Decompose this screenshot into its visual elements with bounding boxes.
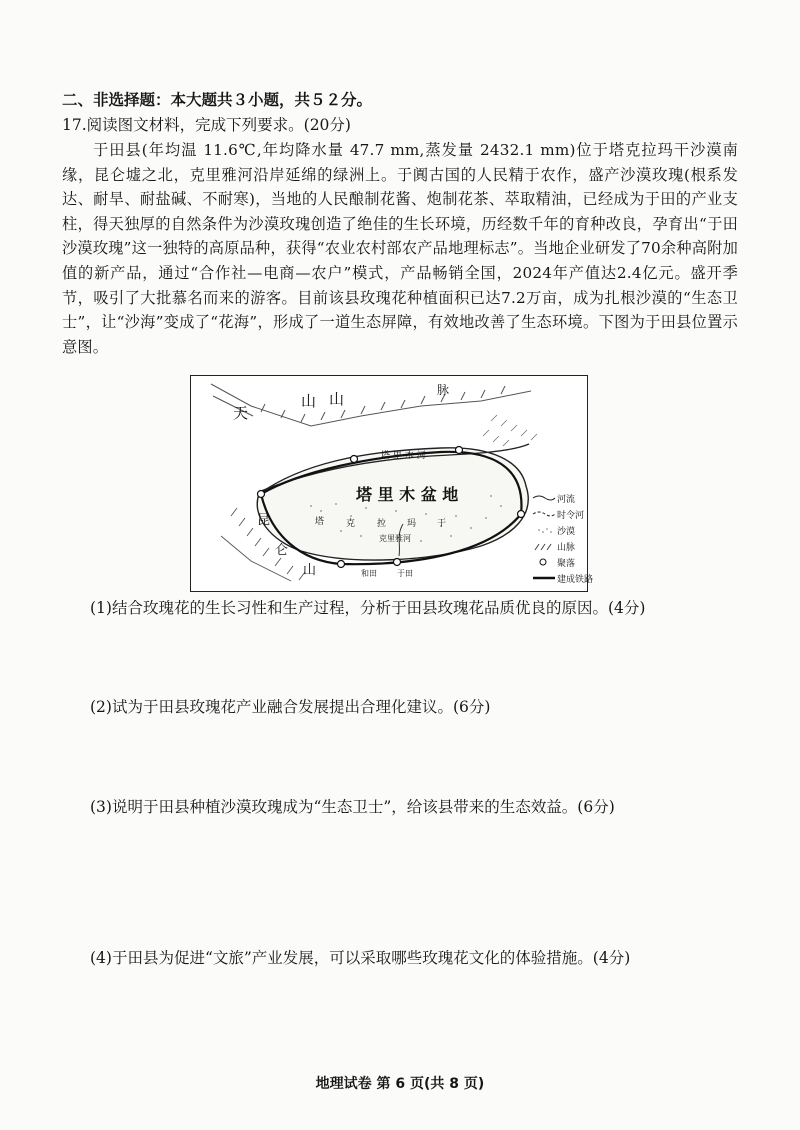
label-hetian: 和田 [361,569,377,578]
label-shan1: 山 [301,392,317,410]
legend-settlement: 聚落 [557,559,576,569]
legend-desert: 沙漠 [557,527,576,537]
legend-seasonal-river: 时令河 [557,511,585,521]
label-desert-ma: 玛 [407,519,417,529]
label-desert-la: 拉 [377,519,387,529]
label-desert-gan: 干 [437,519,447,529]
legend-mountain: 山脉 [557,543,576,553]
label-lun: 仑 [275,543,289,558]
label-shan2: 山 [329,390,345,408]
page-footer: 地理试卷 第 6 页(共 8 页) [315,1076,485,1092]
label-keliya: 克里雅河 [379,534,411,543]
label-tian: 天 [233,404,249,422]
legend-river: 河流 [557,495,576,505]
label-kun: 昆 [257,513,271,528]
label-mai: 脉 [437,383,450,397]
label-desert-ta: 塔 [315,517,325,527]
label-basin: 塔 里 木 盆 地 [356,485,459,504]
sub-question-3: (3)说明于田县种植沙漠玫瑰成为“生态卫士”，给该县带来的生态效益。(6分) [90,798,615,816]
legend-railway: 建成铁路 [557,575,594,585]
label-desert-ke: 克 [346,519,356,529]
question-header: 17.阅读图文材料，完成下列要求。(20分) [62,116,351,134]
label-shan3: 山 [303,563,317,578]
sub-question-1: (1)结合玫瑰花的生长习性和生产过程，分析于田县玫瑰花品质优良的原因。(4分) [90,599,646,617]
map-legend [533,493,593,585]
sub-question-4: (4)于田县为促进“文旅”产业发展，可以采取哪些玫瑰花文化的体验措施。(4分) [90,949,631,967]
location-map [190,375,594,592]
tianshan-mountains-icon [211,384,531,426]
sub-question-2: (2)试为于田县玫瑰花产业融合发展提出合理化建议。(6分) [90,698,491,716]
question-passage: 于田县(年均温 11.6℃,年均降水量 47.7 mm,蒸发量 2432.1 mm)位于塔克拉玛干沙漠南缘，昆仑墟之北，克里雅河沿岸延绵的绿洲上。于阗古国的人民精于农作，盛产沙漠玫瑰(根系发达、耐旱、耐盐碱、不耐寒)，当地的人民酿制花酱、炮制花茶、萃取精油，已经成为于田的产业支柱，得天独厚的自然条件为沙漠玫瑰创造了绝佳的生长环境，历经数千年的育种改良，孕育出“于田沙漠玫瑰”这一独特的高原品种，获得“农业农村部农产品地理标志”。当地企业研发了70余种高附加值的新产品，通过“合作社—电商—农户”模式，产品畅销全国，2024年产值达2.4亿元。盛开季节，吸引了大批慕名而来的游客。目前该县玫瑰花种植面积已达7.2万亩，成为扎根沙漠的“生态卫士”，让“沙海”变成了“花海”，形成了一道生态屏障，有效地改善了生态环境。下图为于田县位置示意图。 [62,141,738,356]
label-yutian: 于田 [397,569,413,578]
label-tarim-river: 塔 里 木 河 [381,451,426,461]
section-title: 二、非选择题：本大题共３小题，共５２分。 [62,91,373,109]
